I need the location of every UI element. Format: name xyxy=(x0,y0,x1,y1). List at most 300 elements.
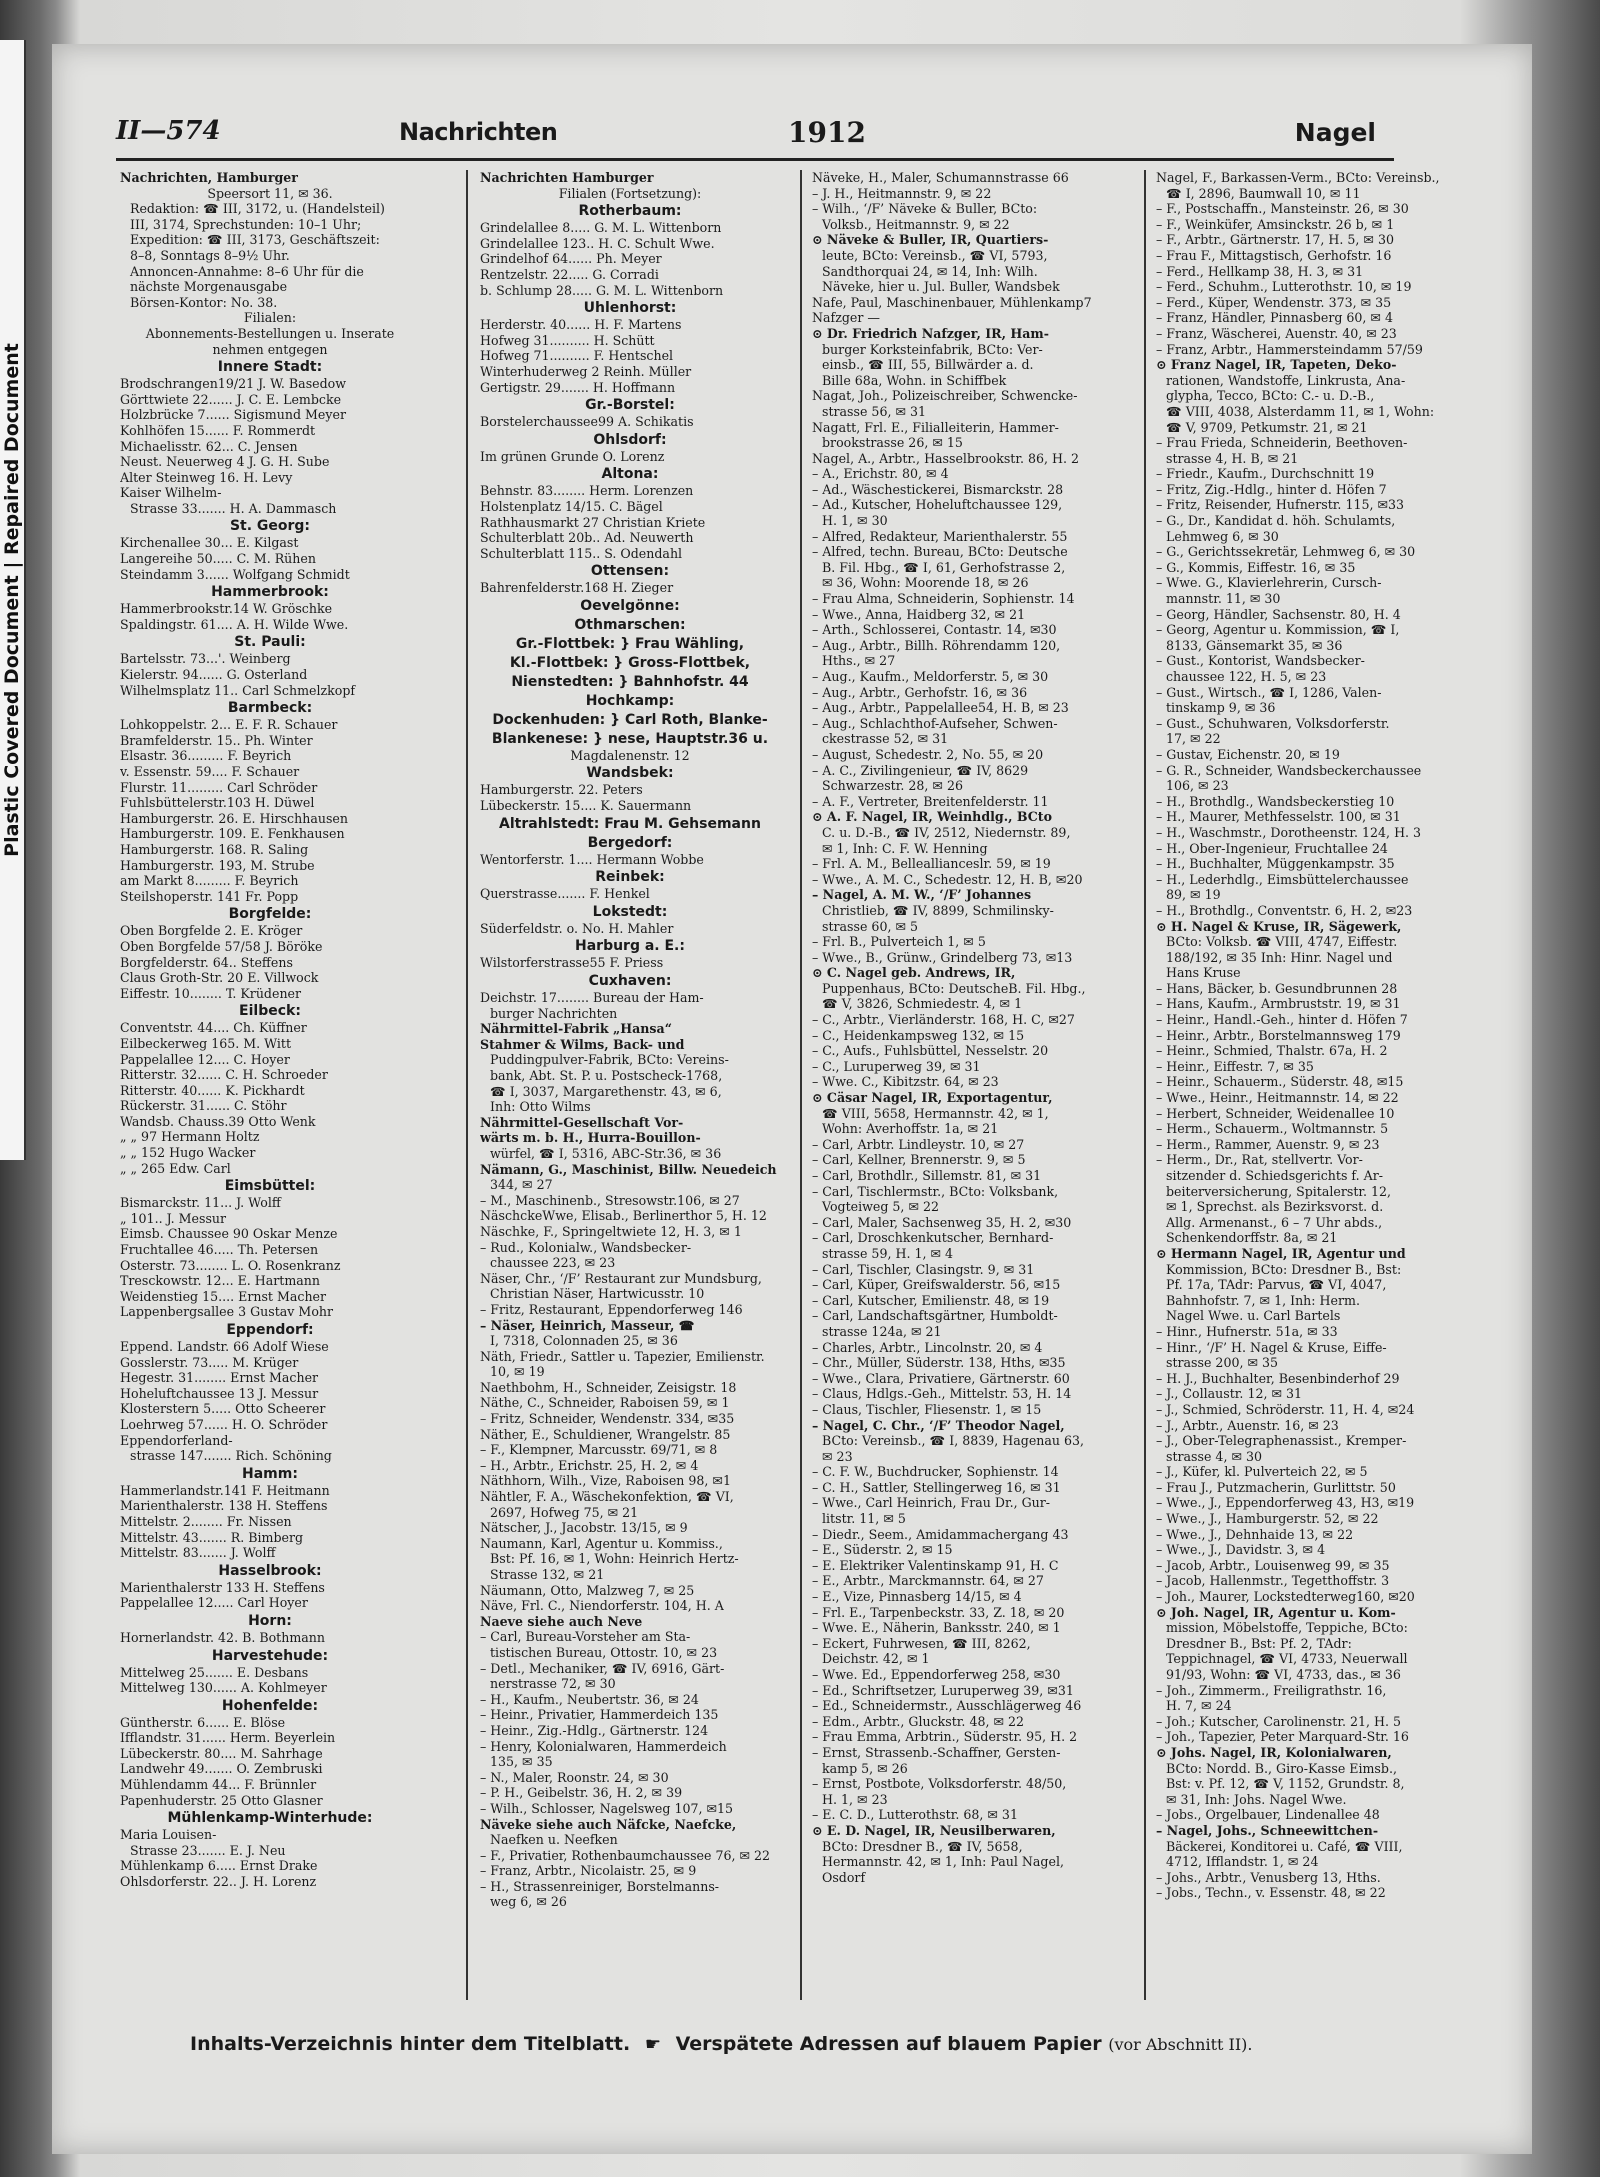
directory-entry: – G., Gerichtssekretär, Lehmweg 6, ✉ 30 xyxy=(1156,544,1416,560)
directory-entry: Dresdner B., Bst: Pf. 2, TAdr: xyxy=(1166,1635,1352,1651)
directory-entry: nächste Morgenausgabe xyxy=(130,279,288,295)
district-heading: Gr.-Borstel: xyxy=(585,397,675,414)
directory-entry: bank, Abt. St. P. u. Postscheck-1768, xyxy=(490,1068,723,1083)
directory-entry: 4712, Ifflandstr. 1, ✉ 24 xyxy=(1166,1854,1319,1870)
directory-entry: Näveke, H., Maler, Schumannstrasse 66 xyxy=(812,170,1069,185)
directory-entry: Näther, E., Schuldiener, Wrangelstr. 85 xyxy=(480,1426,731,1442)
directory-entry: – Ferd., Schuhm., Lutterothstr. 10, ✉ 19 xyxy=(1156,279,1412,295)
directory-entry: – C. H., Sattler, Stellingerweg 16, ✉ 31 xyxy=(812,1479,1061,1495)
directory-entry: – Alfred, techn. Bureau, BCto: Deutsche xyxy=(812,544,1068,560)
directory-entry: Hamburgerstr. 193, M. Strube xyxy=(120,857,315,873)
directory-entry: Mühlendamm 44... F. Brünnler xyxy=(120,1777,317,1793)
directory-entry: – Wwe., J., Dehnhaide 13, ✉ 22 xyxy=(1156,1526,1354,1542)
directory-entry: rationen, Wandstoffe, Linkrusta, Ana- xyxy=(1166,372,1406,388)
directory-entry: Osdorf xyxy=(822,1869,866,1885)
directory-entry: – Henry, Kolonialwaren, Hammerdeich xyxy=(480,1738,727,1754)
directory-entry: Christian Näser, Hartwicusstr. 10 xyxy=(490,1286,705,1302)
district-heading: St. Pauli: xyxy=(234,634,306,651)
directory-entry: Mittelweg 130...... A. Kohlmeyer xyxy=(120,1680,327,1696)
directory-entry: – C., Arbtr., Vierländerstr. 168, H. C, ✉27 xyxy=(812,1012,1075,1028)
directory-entry: Strasse 132, ✉ 21 xyxy=(490,1567,605,1582)
directory-entry: – Claus, Tischler, Fliesenstr. 1, ✉ 15 xyxy=(812,1401,1042,1417)
directory-entry: – J. H., Heitmannstr. 9, ✉ 22 xyxy=(812,185,992,201)
directory-entry: Näveke, hier u. Jul. Buller, Wandsbek xyxy=(822,279,1060,295)
directory-entry: Schulterblatt 20b.. Ad. Neuwerth xyxy=(480,530,694,546)
directory-entry: Borstelerchaussee99 A. Schikatis xyxy=(480,414,694,430)
directory-entry: Langereihe 50..... C. M. Rühen xyxy=(120,551,316,567)
directory-entry: Naethbohm, H., Schneider, Zeisigstr. 18 xyxy=(480,1379,737,1395)
directory-entry: – Fritz, Zig.-Hdlg., hinter d. Höfen 7 xyxy=(1156,481,1387,497)
directory-entry: – Fritz, Reisender, Hufnerstr. 115, ✉33 xyxy=(1156,497,1405,513)
directory-entry: – G., Kommis, Eiffestr. 16, ✉ 35 xyxy=(1156,559,1356,575)
directory-entry: Naeve siehe auch Neve xyxy=(480,1613,643,1629)
directory-entry: Steindamm 3...... Wolfgang Schmidt xyxy=(120,566,350,582)
directory-entry: – H., Brothdlg., Conventstr. 6, H. 2, ✉23 xyxy=(1156,902,1413,918)
column-4 xyxy=(1156,170,1461,2025)
directory-entry: Eiffestr. 10........ T. Krüdener xyxy=(120,985,302,1001)
directory-entry: – E., Süderstr. 2, ✉ 15 xyxy=(812,1542,953,1558)
district-heading: Hochkamp: xyxy=(585,692,675,709)
directory-entry: – Wwe., Anna, Haidberg 32, ✉ 21 xyxy=(812,606,1026,622)
directory-entry: Papenhuderstr. 25 Otto Glasner xyxy=(120,1792,323,1808)
directory-entry: Herderstr. 40...... H. F. Martens xyxy=(480,317,682,333)
directory-entry: – August, Schedestr. 2, No. 55, ✉ 20 xyxy=(812,746,1044,762)
directory-entry: – Franz, Arbtr., Hammersteindamm 57/59 xyxy=(1156,341,1423,357)
directory-entry: – Fritz, Schneider, Wendenstr. 334, ✉35 xyxy=(480,1411,735,1427)
directory-entry: Ritterstr. 40...... K. Pickhardt xyxy=(120,1082,305,1098)
directory-entry: – N., Maler, Roonstr. 24, ✉ 30 xyxy=(480,1769,669,1785)
directory-entry: Marienthalerstr. 138 H. Steffens xyxy=(120,1498,328,1514)
directory-entry: „ 101.. J. Messur xyxy=(120,1210,227,1226)
directory-entry: Brodschrangen19/21 J. W. Basedow xyxy=(120,376,347,392)
directory-entry: 10, ✉ 19 xyxy=(490,1364,545,1380)
district-heading: Barmbeck: xyxy=(227,700,313,717)
directory-entry: – Frl. E., Tarpenbeckstr. 33, Z. 18, ✉ 20 xyxy=(812,1604,1065,1620)
directory-entry: – F., Postschaffn., Mansteinstr. 26, ✉ 30 xyxy=(1156,201,1409,217)
directory-entry: ☎ V, 9709, Petkumstr. 21, ✉ 21 xyxy=(1166,419,1368,435)
directory-entry: tistischen Bureau, Ottostr. 10, ✉ 23 xyxy=(490,1644,718,1660)
directory-entry: strasse 60, ✉ 5 xyxy=(822,918,919,934)
directory-entry: – Hans, Kaufm., Armbruststr. 19, ✉ 31 xyxy=(1156,996,1401,1012)
directory-entry: – Ernst, Postbote, Volksdorferstr. 48/50, xyxy=(812,1776,1067,1792)
directory-entry: – Joh., Zimmerm., Freiligrathstr. 16, xyxy=(1156,1682,1387,1698)
directory-entry: H. 1, ✉ 23 xyxy=(822,1791,888,1807)
directory-entry: Hammerlandstr.141 F. Heitmann xyxy=(120,1482,330,1498)
directory-entry: – H., Kaufm., Neubertstr. 36, ✉ 24 xyxy=(480,1691,699,1707)
directory-entry: Kirchenallee 30... E. Kilgast xyxy=(120,535,299,551)
directory-entry: C. u. D.-B., ☎ IV, 2512, Niedernstr. 89, xyxy=(822,824,1071,840)
directory-entry: strasse 147....... Rich. Schöning xyxy=(130,1448,332,1464)
directory-entry: Naefken u. Neefken xyxy=(490,1832,618,1848)
directory-entry: würfel, ☎ I, 5316, ABC-Str.36, ✉ 36 xyxy=(490,1145,722,1161)
directory-entry: Nährmittel-Fabrik „Hansa“ xyxy=(480,1021,672,1037)
running-title: Nachrichten xyxy=(399,118,558,146)
directory-entry: I, 7318, Colonnaden 25, ✉ 36 xyxy=(490,1333,678,1349)
directory-entry: Im grünen Grunde O. Lorenz xyxy=(480,448,665,464)
directory-entry: – Nagel, Johs., Schneewittchen- xyxy=(1156,1822,1379,1838)
directory-entry: Grindelallee 123.. H. C. Schult Wwe. xyxy=(480,235,715,251)
directory-entry: kamp 5, ✉ 26 xyxy=(822,1760,908,1776)
district-heading: Harburg a. E.: xyxy=(575,938,685,955)
directory-entry: – Alfred, Redakteur, Marienthalerstr. 55 xyxy=(812,528,1068,544)
directory-entry: – Ed., Schriftsetzer, Luruperweg 39, ✉31 xyxy=(812,1682,1074,1698)
directory-entry: Bst: v. Pf. 12, ☎ V, 1152, Grundstr. 8, xyxy=(1166,1776,1405,1792)
directory-entry: Behnstr. 83........ Herm. Lorenzen xyxy=(480,483,694,499)
directory-entry: – Gustav, Eichenstr. 20, ✉ 19 xyxy=(1156,746,1340,762)
district-heading: Borgfelde: xyxy=(228,906,312,923)
directory-entry: ⊙ C. Nagel geb. Andrews, IR, xyxy=(812,965,1016,981)
directory-entry: glypha, Tecco, BCto: C.- u. D.-B., xyxy=(1166,388,1375,404)
directory-entry: ⊙ E. D. Nagel, IR, Neusilberwaren, xyxy=(812,1822,1056,1838)
column-divider xyxy=(466,170,468,2000)
directory-entry: Nagatt, Frl. E., Filialleiterin, Hammer- xyxy=(812,419,1059,435)
directory-entry: Weidenstieg 15.... Ernst Macher xyxy=(120,1288,327,1304)
directory-entry: Hths., ✉ 27 xyxy=(822,653,896,669)
directory-entry: – Herm., Rammer, Auenstr. 9, ✉ 23 xyxy=(1156,1136,1380,1152)
column-2 xyxy=(480,170,780,2025)
directory-entry: – H., Brothdlg., Wandsbeckerstieg 10 xyxy=(1156,793,1395,809)
directory-entry: Nafzger — xyxy=(812,310,880,326)
directory-entry: – Aug., Arbtr., Billh. Röhrendamm 120, xyxy=(812,637,1061,653)
directory-entry: Eppendorferland- xyxy=(120,1432,233,1448)
page-footer xyxy=(190,2033,1430,2063)
directory-entry: Rentzelstr. 22..... G. Corradi xyxy=(480,266,659,282)
directory-entry: wärts m. b. H., Hurra-Bouillon- xyxy=(480,1130,701,1146)
directory-entry: Schulterblatt 115.. S. Odendahl xyxy=(480,545,683,561)
directory-entry: Kommission, BCto: Dresdner B., Bst: xyxy=(1166,1261,1402,1277)
directory-entry: Lappenbergsallee 3 Gustav Mohr xyxy=(120,1304,334,1320)
directory-entry: b. Schlump 28..... G. M. L. Wittenborn xyxy=(480,282,724,298)
directory-entry: – F., Privatier, Rothenbaumchaussee 76, ✉ 22 xyxy=(480,1847,771,1863)
directory-entry: Süderfeldstr. o. No. H. Mahler xyxy=(480,920,674,936)
directory-entry: – Frau F., Mittagstisch, Gerhofstr. 16 xyxy=(1156,247,1392,263)
directory-entry: – Georg, Agentur u. Kommission, ☎ I, xyxy=(1156,622,1400,638)
directory-entry: – E. Elektriker Valentinskamp 91, H. C xyxy=(812,1557,1059,1573)
archive-sticker xyxy=(0,40,26,1160)
directory-entry: Deichstr. 42, ✉ 1 xyxy=(822,1651,930,1667)
directory-entry: ⊙ Johs. Nagel, IR, Kolonialwaren, xyxy=(1156,1744,1392,1760)
directory-entry: Alter Steinweg 16. H. Levy xyxy=(120,469,293,485)
directory-entry: Mittelweg 25....... E. Desbans xyxy=(120,1664,309,1680)
directory-entry: – E. C. D., Lutterothstr. 68, ✉ 31 xyxy=(812,1807,1018,1823)
directory-entry: – P. H., Geibelstr. 36, H. 2, ✉ 39 xyxy=(480,1785,683,1801)
directory-entry: – Ferd., Hellkamp 38, H. 3, ✉ 31 xyxy=(1156,263,1364,279)
directory-entry: – Heinr., Arbtr., Borstelmannsweg 179 xyxy=(1156,1027,1401,1043)
directory-entry: – H., Strassenreiniger, Borstelmanns- xyxy=(480,1878,720,1894)
directory-entry: Bst: Pf. 16, ✉ 1, Wohn: Heinrich Hertz- xyxy=(490,1551,739,1567)
directory-entry: – C., Luruperweg 39, ✉ 31 xyxy=(812,1058,981,1074)
directory-entry: Hornerlandstr. 42. B. Bothmann xyxy=(120,1629,326,1645)
sticker-label: Plastic Covered Document | Repaired Document xyxy=(1,343,23,857)
directory-entry: – J., Arbtr., Auenstr. 16, ✉ 23 xyxy=(1156,1417,1339,1433)
directory-entry: III, 3174, Sprechstunden: 10–1 Uhr; xyxy=(130,216,362,232)
directory-entry: – Friedr., Kaufm., Durchschnitt 19 xyxy=(1156,466,1375,482)
directory-entry: burger Nachrichten xyxy=(490,1005,618,1021)
directory-entry: Strasse 23....... E. J. Neu xyxy=(130,1842,286,1858)
directory-entry: nehmen entgegen xyxy=(212,341,328,357)
directory-entry: – Wilh., ‘/F’ Näveke & Buller, BCto: xyxy=(812,201,1038,217)
directory-entry: Gosslerstr. 73..... M. Krüger xyxy=(120,1354,299,1370)
footer-index-note: Inhalts-Verzeichnis hinter dem Titelblatt. xyxy=(190,2033,631,2055)
directory-entry: 344, ✉ 27 xyxy=(490,1177,553,1193)
directory-entry: – H., Arbtr., Erichstr. 25, H. 2, ✉ 4 xyxy=(480,1457,699,1473)
directory-entry: – Frl. A. M., Belleallianceslr. 59, ✉ 19 xyxy=(812,856,1051,872)
directory-entry: – Heinr., Zig.-Hdlg., Gärtnerstr. 124 xyxy=(480,1722,709,1738)
directory-entry: – Aug., Kaufm., Meldorferstr. 5, ✉ 30 xyxy=(812,669,1049,684)
directory-entry: Nähtler, F. A., Wäschekonfektion, ☎ VI, xyxy=(480,1489,734,1505)
directory-entry: ✉ 31, Inh: Johs. Nagel Wwe. xyxy=(1166,1791,1347,1807)
directory-entry: – Wwe. G., Klavierlehrerin, Cursch- xyxy=(1156,575,1382,591)
directory-entry: Rückerstr. 31...... C. Stöhr xyxy=(120,1098,287,1114)
directory-entry: – Rud., Kolonialw., Wandsbecker- xyxy=(480,1239,692,1255)
directory-entry: – Wwe., B., Grünw., Grindelberg 73, ✉13 xyxy=(812,949,1073,965)
directory-entry: 17, ✉ 22 xyxy=(1166,731,1221,747)
directory-entry: Hoheluftchaussee 13 J. Messur xyxy=(120,1385,319,1401)
directory-entry: – Heinr., Schmied, Thalstr. 67a, H. 2 xyxy=(1156,1043,1388,1059)
directory-entry: – Wwe., Heinr., Heitmannstr. 14, ✉ 22 xyxy=(1156,1090,1399,1106)
directory-entry: burger Korksteinfabrik, BCto: Ver- xyxy=(822,341,1043,357)
directory-entry: nerstrasse 72, ✉ 30 xyxy=(490,1676,616,1692)
district-heading: Innere Stadt: xyxy=(217,359,323,376)
directory-entry: Hamburgerstr. 22. Peters xyxy=(480,782,643,798)
directory-entry: – H., Maurer, Methfesselstr. 100, ✉ 31 xyxy=(1156,809,1401,825)
directory-entry: – M., Maschinenb., Stresowstr.106, ✉ 27 xyxy=(480,1192,740,1208)
district-heading: Gr.-Flottbek: } Frau Wähling, xyxy=(515,635,745,652)
page-number: II—574 xyxy=(116,116,221,146)
directory-entry: – H., Buchhalter, Müggenkampstr. 35 xyxy=(1156,856,1395,872)
directory-entry: – Joh., Tapezier, Peter Marquard-Str. 16 xyxy=(1156,1729,1409,1745)
directory-entry: BCto: Dresdner B., ☎ IV, 5658, xyxy=(822,1838,1023,1854)
directory-entry: Landwehr 49....... O. Zembruski xyxy=(120,1761,323,1777)
directory-entry: Bismarckstr. 11... J. Wolff xyxy=(120,1195,281,1211)
directory-entry: – Hinr., Hufnerstr. 51a, ✉ 33 xyxy=(1156,1323,1338,1339)
district-heading: Kl.-Flottbek: } Gross-Flottbek, xyxy=(509,654,751,671)
directory-entry: Querstrasse....... F. Henkel xyxy=(480,886,650,902)
directory-entry: litstr. 11, ✉ 5 xyxy=(822,1511,906,1527)
footer-late-addresses: Verspätete Adressen auf blauem Papier xyxy=(675,2033,1102,2055)
directory-entry: 8133, Gänsemarkt 35, ✉ 36 xyxy=(1166,637,1343,653)
directory-entry: – A. F., Vertreter, Breitenfelderstr. 11 xyxy=(812,793,1049,809)
page-header xyxy=(116,110,1394,156)
directory-entry: Näveke siehe auch Näfcke, Naefcke, xyxy=(480,1816,737,1832)
directory-entry: – Wwe. Ed., Eppendorferweg 258, ✉30 xyxy=(812,1667,1061,1682)
directory-entry: – Joh., Maurer, Lockstedterweg160, ✉20 xyxy=(1156,1589,1415,1605)
directory-entry: Nachrichten Hamburger xyxy=(480,170,654,185)
directory-entry: chaussee 122, H. 5, ✉ 23 xyxy=(1166,669,1327,684)
directory-entry: Pf. 17a, TAdr: Parvus, ☎ VI, 4047, xyxy=(1166,1277,1387,1293)
directory-entry: Näve, Frl. C., Niendorferstr. 104, H. A xyxy=(480,1598,724,1614)
directory-entry: – Chr., Müller, Süderstr. 138, Hths, ✉35 xyxy=(812,1355,1066,1371)
directory-entry: Fuhlsbüttelerstr.103 H. Düwel xyxy=(120,795,315,811)
directory-entry: Hegestr. 31........ Ernst Macher xyxy=(120,1370,319,1386)
district-heading: Eppendorf: xyxy=(226,1322,314,1338)
district-heading: Bergedorf: xyxy=(587,834,673,851)
directory-entry: – Wwe., Carl Heinrich, Frau Dr., Gur- xyxy=(812,1495,1051,1511)
directory-entry: Vogteiweg 5, ✉ 22 xyxy=(822,1199,940,1215)
directory-entry: mannstr. 11, ✉ 30 xyxy=(1166,591,1281,607)
district-heading: Hamm: xyxy=(242,1465,298,1482)
directory-entry: einsb., ☎ III, 55, Billwärder a. d. xyxy=(822,357,1034,373)
directory-entry: strasse 200, ✉ 35 xyxy=(1166,1355,1279,1371)
directory-entry: – Wwe. E., Näherin, Banksstr. 240, ✉ 1 xyxy=(812,1620,1061,1636)
directory-entry: Allg. Armenanst., 6 – 7 Uhr abds., xyxy=(1166,1214,1383,1230)
directory-entry: – Carl, Bureau-Vorsteher am Sta- xyxy=(480,1629,691,1645)
directory-entry: ⊙ Joh. Nagel, IR, Agentur u. Kom- xyxy=(1156,1604,1396,1620)
directory-entry: BCto: Nordd. B., Giro-Kasse Eimsb., xyxy=(1166,1760,1397,1776)
district-heading: Ohlsdorf: xyxy=(593,431,667,448)
directory-entry: – A. C., Zivilingenieur, ☎ IV, 8629 xyxy=(812,762,1029,778)
directory-entry: strasse 4, H. B, ✉ 21 xyxy=(1166,450,1299,466)
directory-entry: – Nagel, C. Chr., ‘/F’ Theodor Nagel, xyxy=(812,1417,1065,1433)
directory-entry: am Markt 8......... F. Beyrich xyxy=(120,873,299,889)
directory-entry: – Carl, Kutscher, Emilienstr. 48, ✉ 19 xyxy=(812,1292,1050,1308)
district-heading: Altrahlstedt: Frau M. Gehsemann xyxy=(499,815,761,832)
directory-entry: Ritterstr. 32...... C. H. Schroeder xyxy=(120,1067,328,1083)
directory-entry: Expedition: ☎ III, 3173, Geschäftszeit: xyxy=(130,232,380,248)
directory-entry: – Fritz, Restaurant, Eppendorferweg 146 xyxy=(480,1301,743,1317)
directory-entry: Holstenplatz 14/15. C. Bägel xyxy=(480,498,663,514)
directory-entry: ⊙ Franz Nagel, IR, Tapeten, Deko- xyxy=(1156,357,1397,373)
directory-entry: Mittelstr. 2........ Fr. Nissen xyxy=(120,1513,292,1529)
district-heading: Hammerbrook: xyxy=(211,584,329,601)
directory-entry: Eimsb. Chaussee 90 Oskar Menze xyxy=(120,1226,338,1242)
directory-entry: Nagel, F., Barkassen-Verm., BCto: Vereinsb., xyxy=(1156,170,1440,185)
directory-entry: Näthhorn, Wilh., Vize, Raboisen 98, ✉1 xyxy=(480,1473,732,1489)
directory-entry: Marienthalerstr 133 H. Steffens xyxy=(120,1579,325,1595)
district-heading: Cuxhaven: xyxy=(588,973,672,990)
directory-entry: leute, BCto: Vereinsb., ☎ VI, 5793, xyxy=(822,247,1048,263)
directory-entry: – Ferd., Küper, Wendenstr. 373, ✉ 35 xyxy=(1156,294,1392,310)
directory-entry: ☎ I, 3037, Margarethenstr. 43, ✉ 6, xyxy=(490,1083,722,1099)
directory-entry: – Ernst, Strassenb.-Schaffner, Gersten- xyxy=(812,1744,1061,1760)
directory-entry: – Franz, Händler, Pinnasberg 60, ✉ 4 xyxy=(1156,310,1393,326)
directory-entry: Nätscher, J., Jacobstr. 13/15, ✉ 9 xyxy=(480,1520,688,1536)
directory-entry: H. 7, ✉ 24 xyxy=(1166,1698,1232,1714)
directory-entry: 2697, Hofweg 75, ✉ 21 xyxy=(490,1504,639,1520)
directory-entry: – Jobs., Techn., v. Essenstr. 48, ✉ 22 xyxy=(1156,1885,1386,1901)
directory-entry: – Carl, Droschkenkutscher, Bernhard- xyxy=(812,1230,1054,1246)
directory-entry: Mittelstr. 83....... J. Wolff xyxy=(120,1545,276,1561)
directory-entry: strasse 59, H. 1, ✉ 4 xyxy=(822,1245,954,1261)
directory-entry: ☎ VIII, 4038, Alsterdamm 11, ✉ 1, Wohn: xyxy=(1166,403,1435,419)
directory-entry: – Wwe., Clara, Privatiere, Gärtnerstr. 60 xyxy=(812,1370,1070,1386)
directory-entry: Wentorferstr. 1.... Hermann Wobbe xyxy=(480,851,704,867)
directory-entry: Winterhuderweg 2 Reinh. Müller xyxy=(480,363,692,379)
directory-entry: Wohn: Averhoffstr. 1a, ✉ 21 xyxy=(822,1121,999,1137)
edition-year: 1912 xyxy=(788,116,866,149)
directory-entry: Claus Groth-Str. 20 E. Villwock xyxy=(120,970,319,986)
directory-entry: Lehmweg 6, ✉ 30 xyxy=(1166,528,1279,544)
directory-entry: Grindelhof 64...... Ph. Meyer xyxy=(480,251,662,267)
directory-entry: – Carl, Küper, Greifswalderstr. 56, ✉15 xyxy=(812,1277,1061,1293)
directory-entry: – Näser, Heinrich, Masseur, ☎ xyxy=(480,1317,695,1333)
directory-entry: Oben Borgfelde 2. E. Kröger xyxy=(120,923,303,939)
directory-entry: – Hinr., ‘/F’ H. Nagel & Kruse, Eiffe- xyxy=(1156,1339,1387,1355)
directory-entry: – J., Ober-Telegraphenassist., Kremper- xyxy=(1156,1433,1407,1449)
directory-entry: – C. F. W., Buchdrucker, Sophienstr. 14 xyxy=(812,1464,1059,1480)
district-heading: Hohenfelde: xyxy=(221,1697,319,1714)
directory-entry: – G. R., Schneider, Wandsbeckerchaussee xyxy=(1156,762,1422,778)
directory-entry: Annoncen-Annahme: 8–6 Uhr für die xyxy=(130,263,364,279)
directory-entry: Mühlenkamp 6..... Ernst Drake xyxy=(120,1858,318,1874)
district-heading: Rotherbaum: xyxy=(578,203,682,220)
directory-entry: 135, ✉ 35 xyxy=(490,1754,553,1770)
directory-entry: Puddingpulver-Fabrik, BCto: Vereins- xyxy=(490,1052,729,1068)
district-heading: Lokstedt: xyxy=(592,903,668,920)
directory-entry: – F., Klempner, Marcusstr. 69/71, ✉ 8 xyxy=(480,1442,718,1458)
directory-entry: Filialen: xyxy=(243,310,297,326)
directory-entry: – H., Lederhdlg., Eimsbüttelerchaussee xyxy=(1156,871,1409,887)
directory-entry: – H., Ober-Ingenieur, Fruchtallee 24 xyxy=(1156,840,1388,856)
directory-entry: – Charles, Arbtr., Lincolnstr. 20, ✉ 4 xyxy=(812,1339,1043,1355)
directory-entry: – Jacob, Hallenmstr., Tegetthoffstr. 3 xyxy=(1156,1573,1390,1589)
directory-entry: Hans Kruse xyxy=(1166,965,1241,981)
directory-entry: Bäckerei, Konditorei u. Café, ☎ VIII, xyxy=(1166,1838,1403,1854)
directory-entry: BCto: Vereinsb., ☎ I, 8839, Hagenau 63, xyxy=(822,1433,1085,1449)
column-divider xyxy=(1144,170,1146,2000)
directory-entry: Pappelallee 12.... C. Hoyer xyxy=(120,1051,290,1067)
directory-entry: – Ed., Schneidermstr., Ausschlägerweg 46 xyxy=(812,1698,1082,1714)
directory-entry: Kaiser Wilhelm- xyxy=(120,485,222,501)
directory-entry: – Wwe., J., Davidstr. 3, ✉ 4 xyxy=(1156,1542,1326,1558)
directory-entry: strasse 56, ✉ 31 xyxy=(822,403,927,419)
directory-entry: beiterversicherung, Spitalerstr. 12, xyxy=(1166,1183,1392,1199)
directory-entry: Bramfelderstr. 15.. Ph. Winter xyxy=(120,732,313,748)
directory-entry: – C., Aufs., Fuhlsbüttel, Nesselstr. 20 xyxy=(812,1043,1049,1059)
directory-entry: Nagel Wwe. u. Carl Bartels xyxy=(1166,1308,1341,1324)
directory-entry: Näth, Friedr., Sattler u. Tapezier, Emilienstr. xyxy=(480,1348,765,1364)
directory-entry: Grindelallee 8..... G. M. L. Wittenborn xyxy=(480,220,722,236)
directory-entry: Oben Borgfelde 57/58 J. Böröke xyxy=(120,938,323,954)
directory-entry: Fruchtallee 46..... Th. Petersen xyxy=(120,1242,319,1258)
directory-entry: Gertigstr. 29....... H. Hoffmann xyxy=(480,379,676,395)
directory-entry: – Frau Emma, Arbtrin., Süderstr. 95, H. 2 xyxy=(812,1729,1078,1745)
directory-entry: Lübeckerstr. 15.... K. Sauermann xyxy=(480,798,692,814)
directory-entry: Börsen-Kontor: No. 38. xyxy=(130,294,278,310)
directory-entry: – Herm., Dr., Rat, stellvertr. Vor- xyxy=(1156,1152,1363,1168)
directory-entry: – Joh.; Kutscher, Carolinenstr. 21, H. 5 xyxy=(1156,1713,1401,1729)
directory-entry: Bartelsstr. 73...'. Weinberg xyxy=(120,651,291,667)
header-rule xyxy=(116,158,1394,161)
directory-entry: Osterstr. 73........ L. O. Rosenkranz xyxy=(120,1257,341,1273)
directory-entry: Bahrenfelderstr.168 H. Zieger xyxy=(480,580,674,596)
directory-entry: 106, ✉ 23 xyxy=(1166,778,1229,794)
directory-entry: – Eckert, Fuhrwesen, ☎ III, 8262, xyxy=(812,1635,1031,1651)
directory-entry: Deichstr. 17........ Bureau der Ham- xyxy=(480,990,704,1006)
directory-entry: B. Fil. Hbg., ☎ I, 61, Gerhofstrasse 2, xyxy=(822,559,1066,575)
directory-entry: Nährmittel-Gesellschaft Vor- xyxy=(480,1114,684,1130)
directory-entry: – Hans, Bäcker, b. Gesundbrunnen 28 xyxy=(1156,980,1398,996)
directory-entry: – Johs., Arbtr., Venusberg 13, Hths. xyxy=(1156,1869,1381,1885)
directory-entry: – F., Arbtr., Gärtnerstr. 17, H. 5, ✉ 30 xyxy=(1156,232,1394,248)
directory-entry: Strasse 33....... H. A. Dammasch xyxy=(130,500,337,516)
directory-entry: – Wwe., A. M. C., Schedestr. 12, H. B, ✉20 xyxy=(812,871,1083,887)
directory-entry: – E., Arbtr., Marckmannstr. 64, ✉ 27 xyxy=(812,1573,1044,1589)
directory-entry: Teppichnagel, ☎ VI, 4733, Neuerwall xyxy=(1166,1651,1408,1667)
directory-entry: Hofweg 71.......... F. Hentschel xyxy=(480,348,674,364)
district-heading: Nienstedten: } Bahnhofstr. 44 xyxy=(511,673,749,690)
directory-entry: ⊙ A. F. Nagel, IR, Weinhdlg., BCto xyxy=(812,809,1052,825)
directory-entry: Naumann, Karl, Agentur u. Kommiss., xyxy=(480,1535,723,1551)
directory-entry: 91/93, Wohn: ☎ VI, 4733, das., ✉ 36 xyxy=(1166,1667,1401,1682)
directory-entry: – Aug., Arbtr., Pappelallee54, H. B, ✉ 23 xyxy=(812,700,1069,716)
directory-entry: – Heinr., Schauerm., Süderstr. 48, ✉15 xyxy=(1156,1074,1404,1090)
directory-entry: ☎ VIII, 5658, Hermannstr. 42, ✉ 1, xyxy=(822,1105,1049,1121)
directory-entry: Conventstr. 44.... Ch. Küffner xyxy=(120,1020,307,1036)
directory-entry: chaussee 223, ✉ 23 xyxy=(490,1255,616,1271)
directory-entry: – Gust., Schuhwaren, Volksdorferstr. xyxy=(1156,715,1390,731)
directory-entry: – Carl, Maler, Sachsenweg 35, H. 2, ✉30 xyxy=(812,1214,1072,1230)
